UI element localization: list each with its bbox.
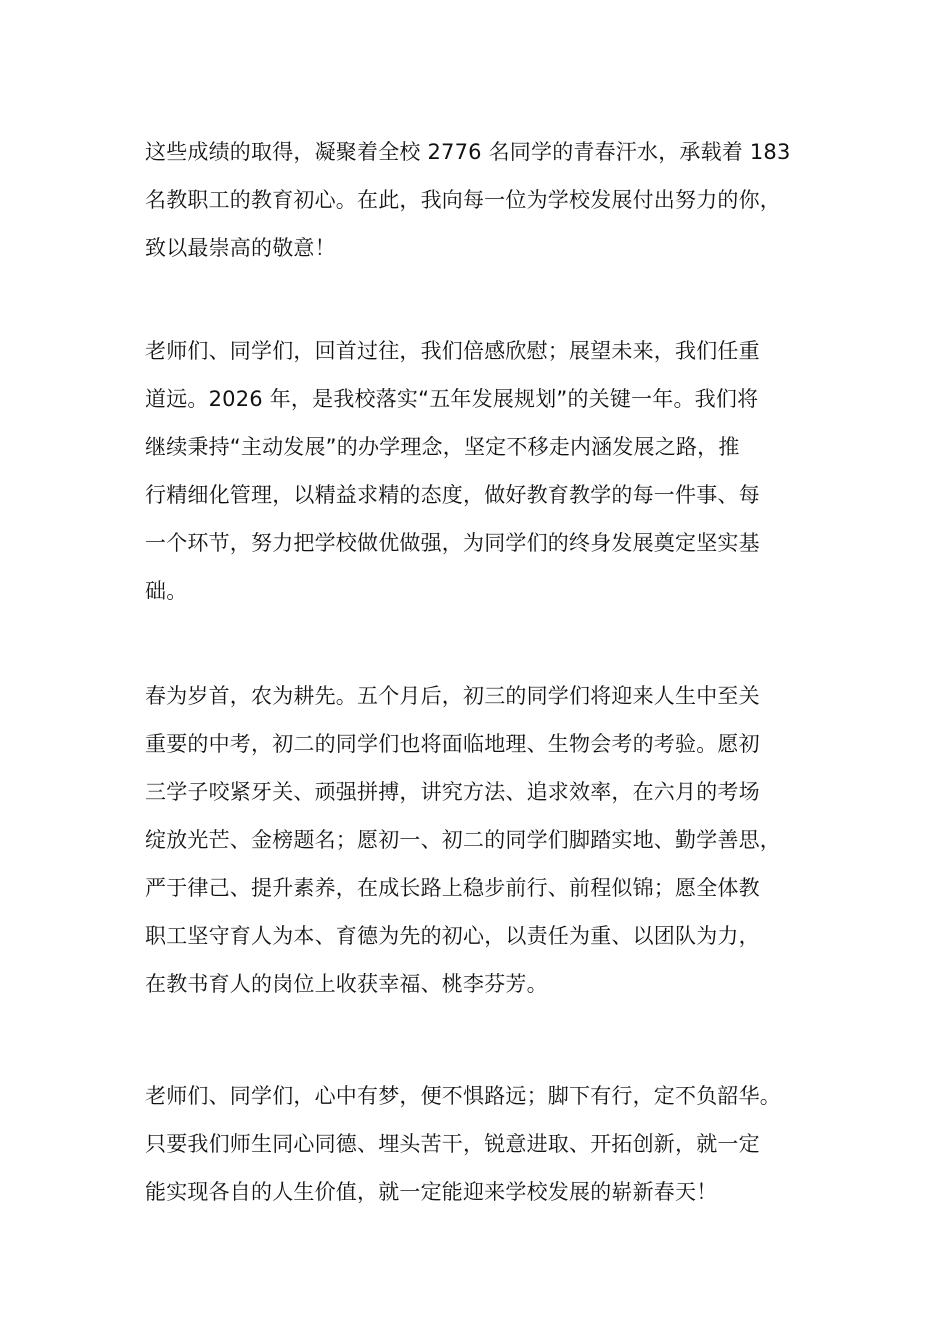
text-line: 春为岁首，农为耕先。五个月后，初三的同学们将迎来人生中至关 (145, 684, 760, 708)
text-line: 在教书育人的岗位上收获幸福、桃李芬芳。 (145, 972, 548, 996)
text-line: 继续秉持“主动发展”的办学理念，坚定不移走内涵发展之路，推 (145, 435, 740, 459)
text-line: 职工坚守育人为本、育德为先的初心，以责任为重、以团队为力， (145, 924, 760, 948)
text-line: 严于律己、提升素养，在成长路上稳步前行、前程似锦；愿全体教 (145, 876, 760, 900)
text-line: 只要我们师生同心同德、埋头苦干，锐意进取、开拓创新，就一定 (145, 1132, 760, 1156)
paragraph-wishes (145, 672, 815, 1008)
text-line: 致以最崇高的敬意！ (145, 236, 336, 260)
text-line: 老师们、同学们，心中有梦，便不惧路远；脚下有行，定不负韶华。 (145, 1084, 781, 1108)
text-line: 础。 (145, 579, 188, 603)
paragraph-plan (145, 327, 815, 615)
text-line: 道远。2026 年，是我校落实“五年发展规划”的关键一年。我们将 (145, 387, 759, 411)
paragraph-achievements (145, 128, 815, 272)
text-line: 行精细化管理，以精益求精的态度，做好教育教学的每一件事、每 (145, 483, 760, 507)
text-line: 名教职工的教育初心。在此，我向每一位为学校发展付出努力的你， (145, 188, 781, 212)
text-line: 这些成绩的取得，凝聚着全校 2776 名同学的青春汗水，承载着 183 (145, 140, 791, 164)
text-line: 老师们、同学们，回首过往，我们倍感欣慰；展望未来，我们任重 (145, 339, 760, 363)
text-line: 一个环节，努力把学校做优做强，为同学们的终身发展奠定坚实基 (145, 531, 760, 555)
text-line: 三学子咬紧牙关、顽强拼搏，讲究方法、追求效率，在六月的考场 (145, 780, 760, 804)
text-line: 绽放光芒、金榜题名；愿初一、初二的同学们脚踏实地、勤学善思， (145, 828, 781, 852)
text-line: 重要的中考，初二的同学们也将面临地理、生物会考的考验。愿初 (145, 732, 760, 756)
text-line: 能实现各自的人生价值，就一定能迎来学校发展的崭新春天！ (145, 1180, 718, 1204)
paragraph-closing (145, 1072, 815, 1216)
